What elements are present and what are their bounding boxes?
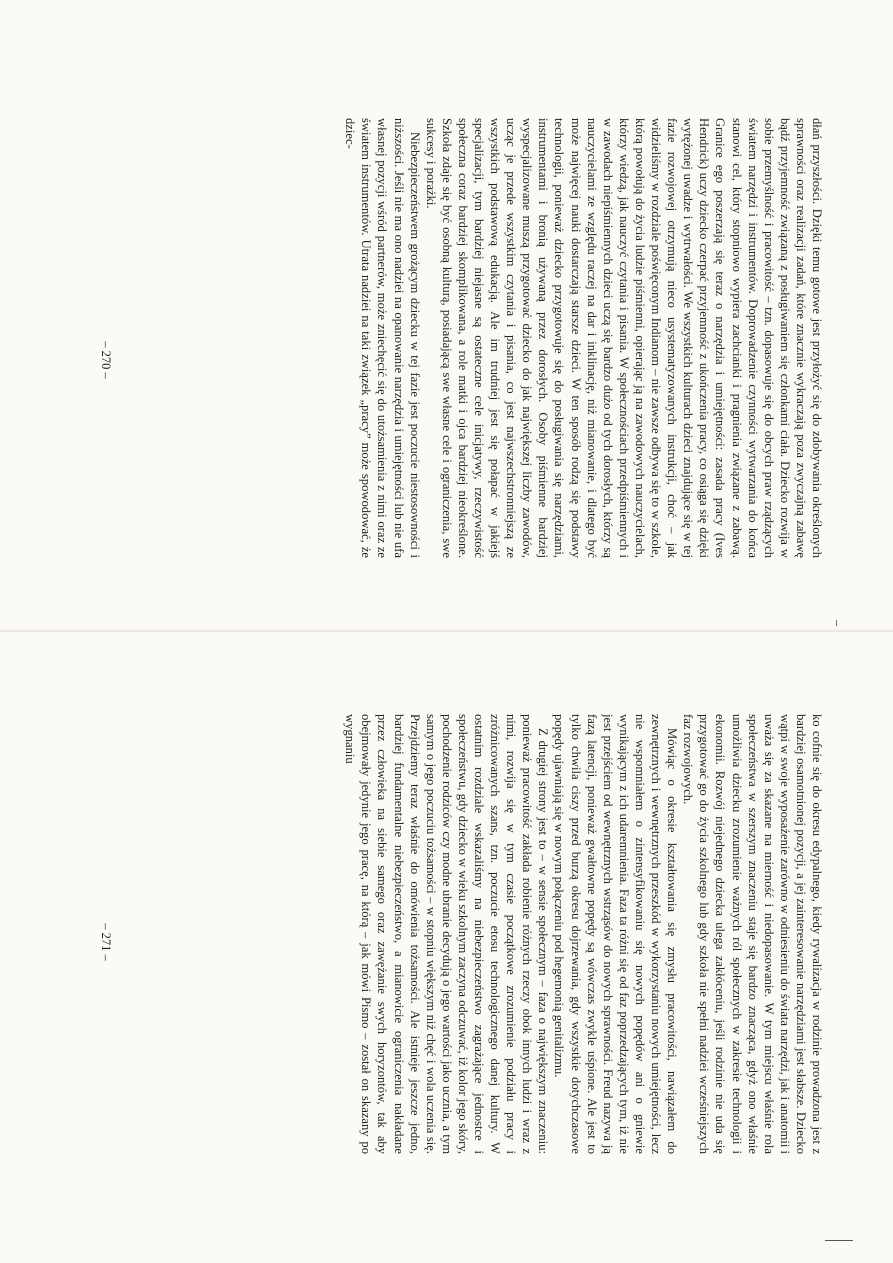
paragraph: Niebezpieczeństwem grożącym dziecku w tej fazie jest poczucie niestosowności i niższości. Jeśli nie ma ono nadziei na opanowanie narzędzia i umiejętności lub nie ufa własnej pozycji wśród partnerów, może zniechęcić się do utożsamienia z nimi oraz ze światem instrumentów. Utrata nadziei na taki związek „pracy” może spowodować, że dziec- (343, 118, 422, 558)
scan-edge-mark (825, 1240, 853, 1241)
left-page-text (133, 118, 825, 558)
page-number: – 270 – (99, 341, 113, 379)
left-page (0, 0, 893, 631)
right-page (0, 632, 893, 1263)
paragraph: ko cofnie się do okresu edypalnego, kiedy rywalizacja w rodzinie prowadzona jest z bardziej osamotnionej pozycji, a jej zainteresowanie narzędziami jest słabsze. Dziecko wątpi w swoje wyposażenie zarówno w odniesieniu do świata narzędzi, jak i anatomii i uważa się za skazane na mierność i niedopasowanie. W tym miejscu właśnie rola społeczeństwa w szerszym znaczeniu staje się bardzo znacząca, gdyż ono właśnie umożliwia dziecku zrozumienie ważnych ról społecznych w zakresie technologii i ekonomii. Rozwój niejednego dziecka ulega zakłóceniu, jeśli rodzinie nie uda się przygotować go do życia szkolnego lub gdy szkoła nie spełni nadziei wcześniejszych faz rozwojowych. (681, 714, 824, 1154)
paragraph: Z drugiej strony jest to – w sensie społecznym – faza o największym znaczeniu: ponieważ pracowitość zakłada robienie różnych rzeczy obok innych ludzi i wraz z nimi, rozwija się w tym czasie początkowe zrozumienie podziału pracy i zróżnicowanych szans, tzn. poczucie etosu technologicznego danej kultury. W ostatnim rozdziale wskazaliśmy na niebezpieczeństwo zagrażające jednostce i społeczeństwu, gdy dziecko w wieku szkolnym zaczyna odczuwać, iż kolor jego skóry, pochodzenie rodziców czy modne ubranie decydują o jego wartości jako ucznia, a tym samym o jego poczuciu tożsamości – w stopniu większym niż chęć i wola uczenia się. Przejdziemy teraz właśnie do omówienia tożsamości. Ale istnieje jeszcze jedno, bardziej fundamentalne niebezpieczeństwo, a mianowicie ograniczenia nakładane przez człowieka na siebie samego oraz zawężanie swych horyzontów, tak aby obejmowały jedynie jego pracę, na którą – jak mówi Pismo – został on skazany po wygnaniu (343, 714, 551, 1154)
paragraph: Mówiąc o okresie kształtowania się zmysłu pracowitości, nawiązałem do zewnętrznych i wewnętrznych przeszkód w wykorzystaniu nowych umiejętności, lecz nie wspomniałem o zintensyfikowaniu się nowych popędów ani o gniewie wynikającym z ich udaremnienia. Faza ta różni się od faz poprzedzających tym, iż nie jest przejściem od wewnętrznych wstrząsów do nowych sprawności. Freud nazywa ją fazą latencji, ponieważ gwałtowne popędy są wówczas zwykle uśpione. Ale jest to tylko chwila ciszy przed burzą okresu dojrzewania, gdy wszystkie dotychczasowe popędy ujawniają się w nowym połączeniu pod hegemonią genitalizmu. (552, 714, 680, 1154)
paragraph: dłań przyszłości. Dzięki temu gotowe jest przyłożyć się do zdobywania określonych sprawności oraz realizacji zadań, które znacznie wykraczają poza zwyczajną zabawę bądź przyjemność związaną z posługiwaniem się członkami ciała. Dziecko rozwija w sobie przemyślność i pracowitość – tzn. dopasowuje się do obcych praw rządzących światem narzędzi i instrumentów. Doprowadzenie czynności wytwarzania do końca stanowi cel, który stopniowo wypiera zachcianki i pragnienia związane z zabawą. Granice ego poszerzają się teraz o narzędzia i umiejętności: zasada pracy (Ives Hendrick) uczy dziecko czerpać przyjemność z ukończenia pracy, co osiąga się dzięki wytężonej uwadze i wytrwałości. We wszystkich kulturach dzieci znajdujące się w tej fazie rozwojowej otrzymują nieco usystematyzowanych instrukcji, choć – jak widzieliśmy w rozdziale poświęconym Indianom – nie zawsze odbywa się to w szkole, którą powołują do życia ludzie piśmienni, opierając ją na zawodowych nauczycielach, którzy wiedzą, jak nauczyć czytania i pisania. W społecznościach przedpiśmiennych i w zawodach niepiśmiennych dzieci uczą się bardzo dużo od tych dorosłych, którzy są nauczycielami ze względu raczej na dar i inklinację, niż mianowanie, i dlatego być może najwięcej nauki dostarczają starsze dzieci. W ten sposób rodzą się podstawy technologii, ponieważ dziecko przygotowuje się do posługiwania się narzędziami, instrumentami i bronią używaną przez dorosłych. Osoby piśmienne bardziej wyspecjalizowane muszą przygotować dziecko do jak największej liczby zawodów, ucząc je przede wszystkim czytania i pisania, co jest najwszechstronniejszą ze wszystkich podstawową edukacją. Ale im trudniej jest się połapać w jakiejś specjalizacji, tym bardziej niejasne są ostateczne cele inicjatywy, rzeczywistość społeczna coraz bardziej skomplikowana, a role matki i ojca bardziej nieokreślone. Szkoła zdaje się być osobną kulturą, posiadającą swe własne cele i ograniczenia, swe sukcesy i porażki. (423, 118, 824, 558)
gutter-mark (836, 620, 837, 626)
page-number: – 271 – (99, 923, 113, 961)
right-page-text (133, 714, 825, 1154)
